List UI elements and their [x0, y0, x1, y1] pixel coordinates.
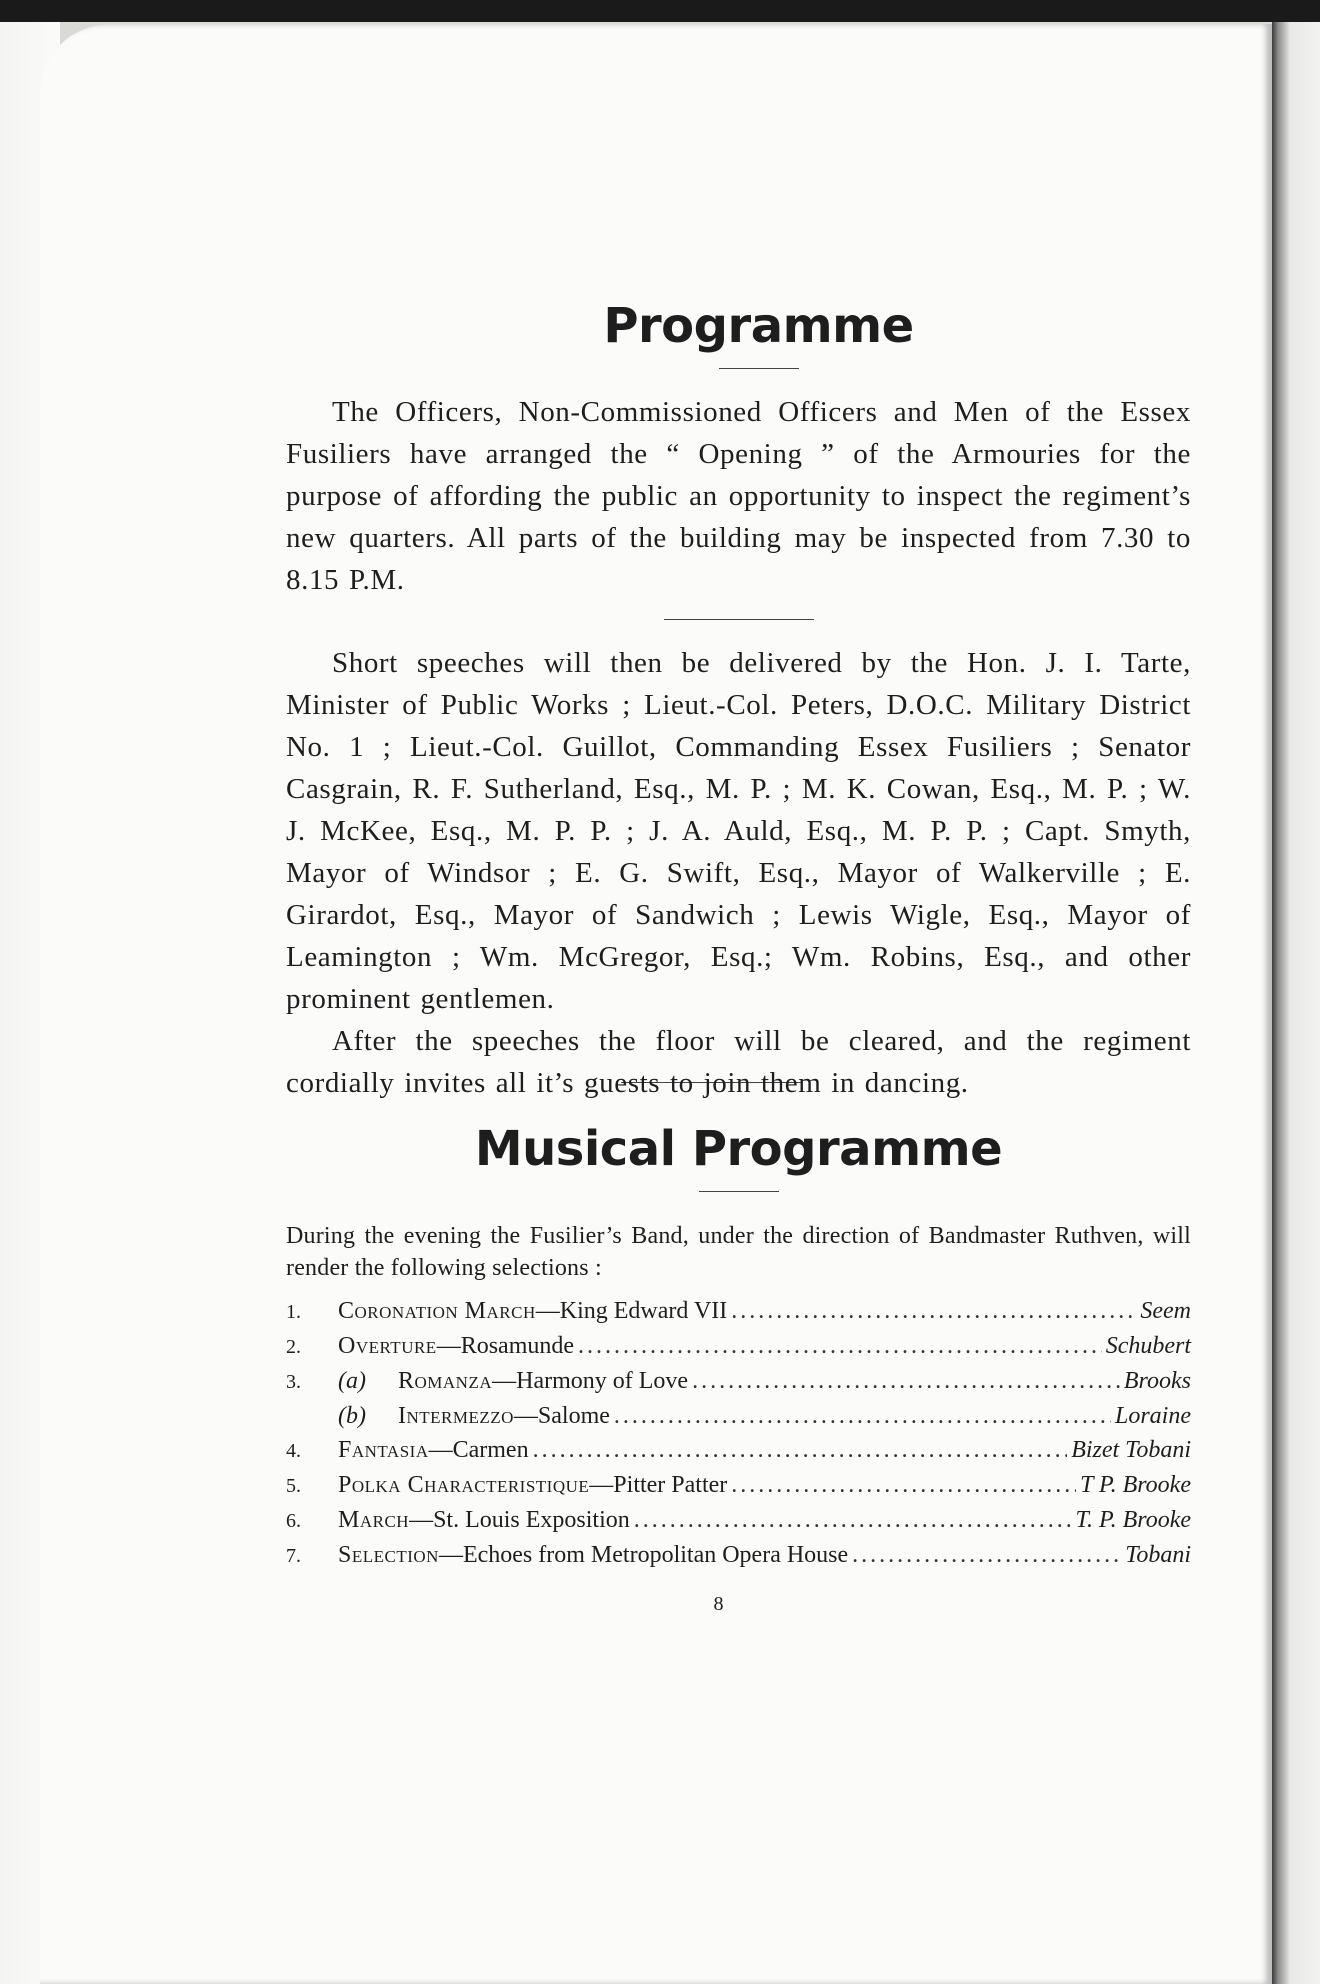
selection-form: Coronation March	[338, 1298, 536, 1324]
selection-item	[286, 1503, 1191, 1538]
selection-form: Fantasia	[338, 1437, 429, 1463]
scan-right-edge	[1272, 22, 1320, 1984]
selection-composer: T P. Brooke	[1080, 1472, 1191, 1498]
selection-piece: —Carmen	[428, 1437, 529, 1463]
selection-composer: Bizet Tobani	[1071, 1437, 1191, 1463]
selection-leader-dots	[533, 1433, 1068, 1467]
selection-composer: T. P. Brooke	[1075, 1507, 1191, 1533]
selection-item	[286, 1538, 1191, 1573]
selection-list	[286, 1294, 1191, 1573]
selection-item	[286, 1433, 1191, 1468]
selection-piece: —Pitter Patter	[589, 1472, 728, 1498]
selection-form: March	[338, 1507, 410, 1533]
selection-leader-dots	[731, 1294, 1136, 1328]
programme-paragraph-opening: The Officers, Non-Commissioned Officers and Men of the Essex Fusiliers have arranged the “ Opening ” of the Armouries for the purpose of affording the public an opportunity to inspect the regiment’s new quarters. All parts of the building may be inspected from 7.30 to 8.15 P.M.	[286, 396, 1191, 596]
programme-title: Programme	[603, 298, 914, 354]
selection-leader-dots	[634, 1503, 1072, 1537]
selection-leader-dots	[731, 1468, 1076, 1502]
scan-top-border	[0, 0, 1320, 22]
selection-leader-dots	[578, 1329, 1102, 1363]
selection-piece: —Rosamunde	[436, 1333, 575, 1359]
selection-item	[286, 1468, 1191, 1503]
musical-programme-title: Musical Programme	[474, 1121, 1003, 1177]
selection-composer: Seem	[1140, 1298, 1191, 1324]
selection-composer: Schubert	[1105, 1333, 1191, 1359]
selection-number: 2.	[286, 1336, 301, 1358]
selection-composer: Loraine	[1114, 1403, 1191, 1429]
selection-leader-dots	[852, 1538, 1121, 1572]
selection-number: 5.	[286, 1475, 301, 1497]
selection-number: 7.	[286, 1545, 301, 1567]
section-rule	[664, 619, 814, 620]
selection-form: Selection	[338, 1542, 439, 1568]
selection-piece: —King Edward VII	[535, 1298, 728, 1324]
selection-item	[286, 1294, 1191, 1329]
programme-paragraph-speeches: Short speeches will then be delivered by the Hon. J. I. Tarte, Minister of Public Works ; Lieut.-Col. Peters, D.O.C. Military District No. 1 ; Lieut.-Col. Guillot, Commanding Essex Fusiliers ; Senator Casgrain, R. F. Sutherland, Esq., M. P. ; M. K. Cowan, Esq., M. P. ; W. J. McKee, Esq., M. P. P. ; J. A. Auld, Esq., M. P. P. ; Capt. Smyth, Mayor of Windsor ; E. G. Swift, Esq., Mayor of Walkerville ; E. Girardot, Esq., Mayor of Sandwich ; Lewis Wigle, Esq., Mayor of Leamington ; Wm. McGregor, Esq.; Wm. Robins, Esq., and other prominent gentlemen.	[286, 647, 1191, 1015]
selection-piece: —Salome	[513, 1403, 610, 1429]
selection-item	[286, 1329, 1191, 1364]
selection-form: Romanza	[398, 1368, 493, 1394]
selection-composer: Tobani	[1125, 1542, 1191, 1568]
selection-piece: —St. Louis Exposition	[409, 1507, 630, 1533]
selection-item	[286, 1364, 1191, 1399]
page-number: 8	[713, 1593, 724, 1615]
selection-number: 4.	[286, 1440, 301, 1462]
selection-item	[286, 1399, 1191, 1433]
selection-piece: —Echoes from Metropolitan Opera House	[438, 1542, 849, 1568]
title-rule	[719, 368, 799, 369]
selection-piece: —Harmony of Love	[492, 1368, 689, 1394]
selection-number: 3.	[286, 1371, 301, 1393]
selection-form: Intermezzo	[398, 1403, 514, 1429]
selection-number: 1.	[286, 1301, 301, 1323]
musical-intro: During the evening the Fusilier’s Band, under the direction of Bandmaster Ruthven, will render the following selections :	[286, 1223, 1191, 1281]
page-content	[286, 290, 1191, 1616]
selection-form: Polka Characteristique	[338, 1472, 590, 1498]
selection-number: 6.	[286, 1510, 301, 1532]
selection-leader-dots	[614, 1399, 1111, 1433]
selection-leader-dots	[692, 1364, 1120, 1398]
selection-composer: Brooks	[1123, 1368, 1191, 1394]
selection-subpart: (a)	[338, 1368, 366, 1394]
selection-form: Overture	[338, 1333, 437, 1359]
selection-subpart: (b)	[338, 1403, 366, 1429]
musical-title-rule	[699, 1191, 779, 1192]
programme-paragraph-dancing: After the speeches the floor will be cleared, and the regiment cordially invites all it’s guests to join them in dancing.	[286, 1025, 1191, 1099]
